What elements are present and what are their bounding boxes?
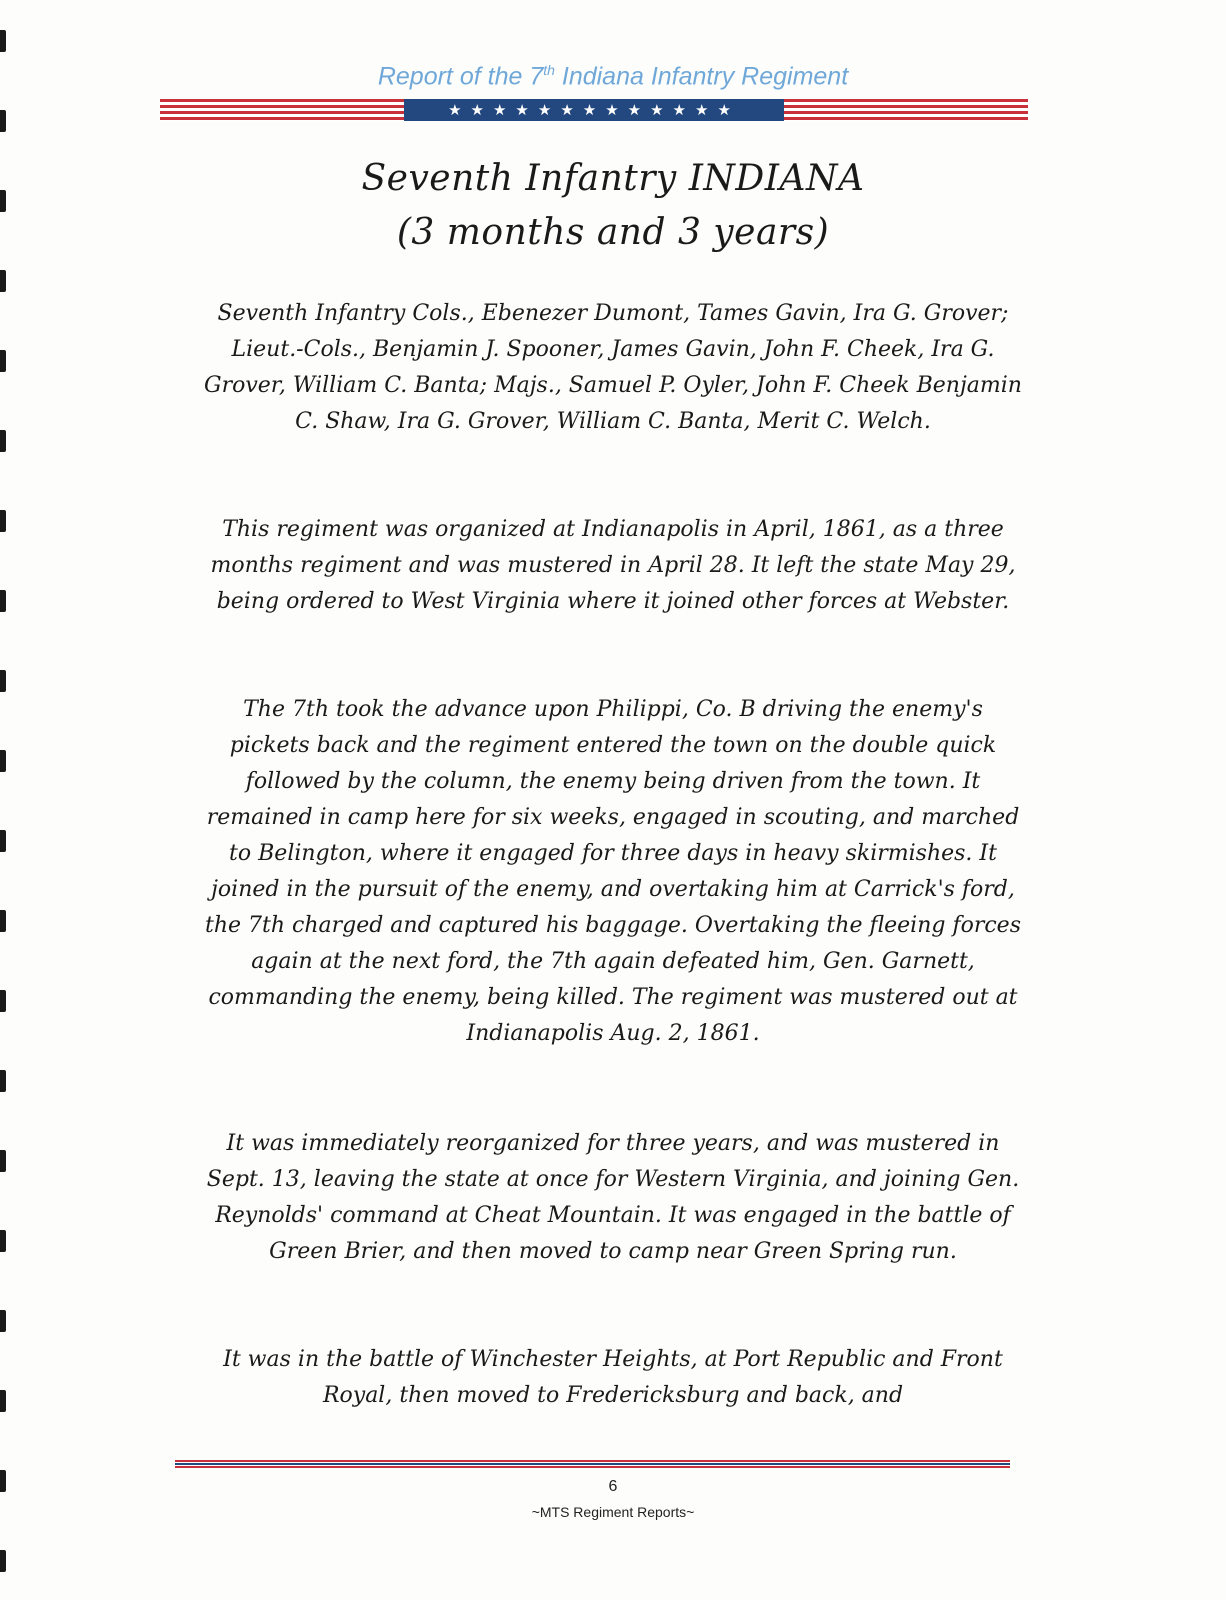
binding-hole — [0, 1150, 6, 1172]
binding-hole — [0, 750, 6, 772]
reorganization-paragraph: It was immediately reorganized for three years, and was mustered in Sept. 13, leaving the state at once for Western Virginia, and joining Gen. Reynolds' command at Cheat Mountain. It was engaged in the battle of Green Brier, and then moved to camp near Green Spring run. — [206, 1131, 1020, 1264]
running-header-suffix: Indiana Infantry Regiment — [554, 62, 849, 91]
binding-hole — [0, 270, 6, 292]
flag-divider — [160, 99, 1028, 121]
footer-divider — [175, 1460, 1010, 1468]
binding-hole — [0, 110, 6, 132]
binding-hole — [0, 670, 6, 692]
running-header-prefix: Report of the 7 — [377, 62, 544, 91]
running-header-superscript: th — [543, 62, 555, 78]
binding-hole — [0, 430, 6, 452]
binding-hole — [0, 1230, 6, 1252]
philippi-paragraph: The 7th took the advance upon Philippi, Co. B driving the enemy's pickets back and the regiment entered the town on the double quick followed by the column, the enemy being driven from the town. It remained in camp here for six weeks, engaged in scouting, and marched to Belington, where it engaged for three days in heavy skirmishes. It joined in the pursuit of the enemy, and overtaking him at Carrick's ford, the 7th charged and captured his baggage. Overtaking the fleeing forces again at the next ford, the 7th again defeated him, Gen. Garnett, commanding the enemy, being killed. The regiment was mustered out at Indianapolis Aug. 2, 1861. — [204, 697, 1021, 1046]
footer-text: ~MTS Regiment Reports~ — [531, 1504, 695, 1520]
binding-hole — [0, 1390, 6, 1412]
organization-paragraph: This regiment was organized at Indianapolis in April, 1861, as a three months regiment and was mustered in April 28. It left the state May 29, being ordered to West Virginia where it joined other forces at Webster. — [210, 517, 1016, 614]
page-title: Seventh Infantry INDIANA — [361, 158, 865, 199]
binding-hole — [0, 1070, 6, 1092]
star-field: ★★★★★★★★★★★★★ — [404, 99, 784, 121]
officers-paragraph: Seventh Infantry Cols., Ebenezer Dumont, Tames Gavin, Ira G. Grover; Lieut.-Cols., Benjamin J. Spooner, James Gavin, John F. Cheek, Ira G. Grover, William C. Banta; Majs., Samuel P. Oyler, John F. Cheek Benjamin C. Shaw, Ira G. Grover, William C. Banta, Merit C. Welch. — [204, 301, 1022, 434]
running-header — [0, 62, 1226, 91]
binding-hole — [0, 510, 6, 532]
binding-hole — [0, 30, 6, 52]
binding-hole — [0, 350, 6, 372]
binding-hole — [0, 1310, 6, 1332]
page-subtitle: (3 months and 3 years) — [396, 212, 830, 253]
page-number: 6 — [608, 1478, 618, 1495]
binding-hole — [0, 910, 6, 932]
binding-hole — [0, 590, 6, 612]
binding-hole — [0, 990, 6, 1012]
winchester-paragraph: It was in the battle of Winchester Heights, at Port Republic and Front Royal, then moved to Fredericksburg and back, and — [223, 1347, 1003, 1408]
binding-hole — [0, 1550, 6, 1572]
binding-hole — [0, 830, 6, 852]
